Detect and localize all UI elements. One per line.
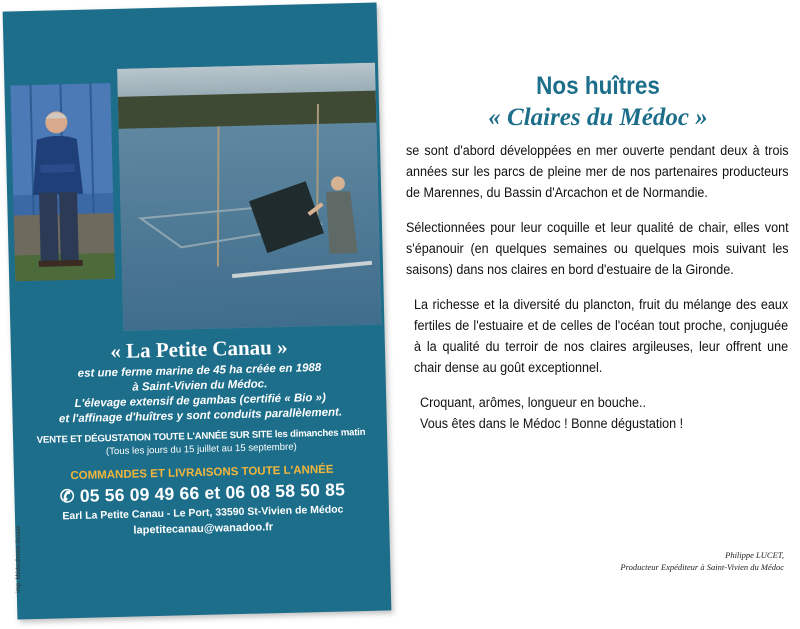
print-credit	[11, 500, 23, 620]
article-paragraph: se sont d'abord développées en mer ouverte pendant deux à trois années sur les parcs de pleine mer de nos partenaires producteurs de Marennes, du Bassin d'Arcachon et de Normandie.	[406, 143, 789, 200]
phone-icon: ✆	[59, 486, 76, 507]
intro-line: et l'affinage d'huîtres y sont conduits parallèlement.	[58, 406, 343, 426]
closing-line: Croquant, arômes, longueur en bouche..	[420, 395, 647, 410]
article	[406, 70, 790, 448]
signature-name: Philippe LUCET,	[725, 550, 784, 560]
article-paragraph: Sélectionnées pour leur coquille et leur qualité de chair, elles vont s'épanouir (en quelques semaines ou quelques mois suivant les saisons) dans nos claires en bord d'estuaire de la Gironde.	[406, 220, 789, 277]
article-closing	[420, 392, 788, 434]
summer-hours: (Tous les jours du 15 juillet au 15 septembre)	[105, 441, 297, 458]
intro-line: à Saint-Vivien du Médoc.	[132, 378, 268, 394]
farm-intro	[23, 360, 376, 429]
intro-line: est une ferme marine de 45 ha créée en 1988	[77, 361, 322, 380]
orders-banner: COMMANDES ET LIVRAISONS TOUTE L'ANNÉE	[70, 463, 334, 483]
print-credit-text: imp. Médoulienne Soulac	[16, 525, 22, 593]
oyster-basin-photo	[117, 63, 381, 331]
farm-address: Earl La Petite Canau - Le Port, 33590 St-Vivien de Médoc	[62, 503, 344, 523]
sales-hours-sub: les dimanches matin	[274, 426, 366, 441]
signature-title: Producteur Expéditeur à Saint-Vivien du Médoc	[620, 562, 784, 572]
farm-email[interactable]: lapetitecanau@wanadoo.fr	[133, 521, 274, 537]
sales-hours-main: VENTE ET DÉGUSTATION TOUTE L'ANNÉE SUR SITE	[36, 429, 273, 446]
article-heading: Nos huîtres	[536, 72, 660, 100]
farmer-photo	[10, 83, 115, 281]
signature	[560, 549, 784, 573]
article-subheading: « Claires du Médoc »	[488, 104, 708, 131]
farm-title: « La Petite Canau »	[109, 334, 288, 364]
closing-line: Vous êtes dans le Médoc ! Bonne dégustation !	[420, 416, 684, 431]
flyer-card	[3, 3, 392, 620]
intro-line: L'élevage extensif de gambas (certifié « Bio »)	[74, 391, 326, 411]
farm-info	[23, 333, 380, 542]
article-paragraph: La richesse et la diversité du plancton, fruit du mélange des eaux fertiles de l'estuaire et de celles de l'océan tout proche, conjuguée à la qualité du terroir de nos claires argileuses, leur offrent une chair dense au goût exceptionnel.	[414, 297, 789, 375]
phone-text: 05 56 09 49 66 et 06 08 58 50 85	[79, 479, 346, 506]
